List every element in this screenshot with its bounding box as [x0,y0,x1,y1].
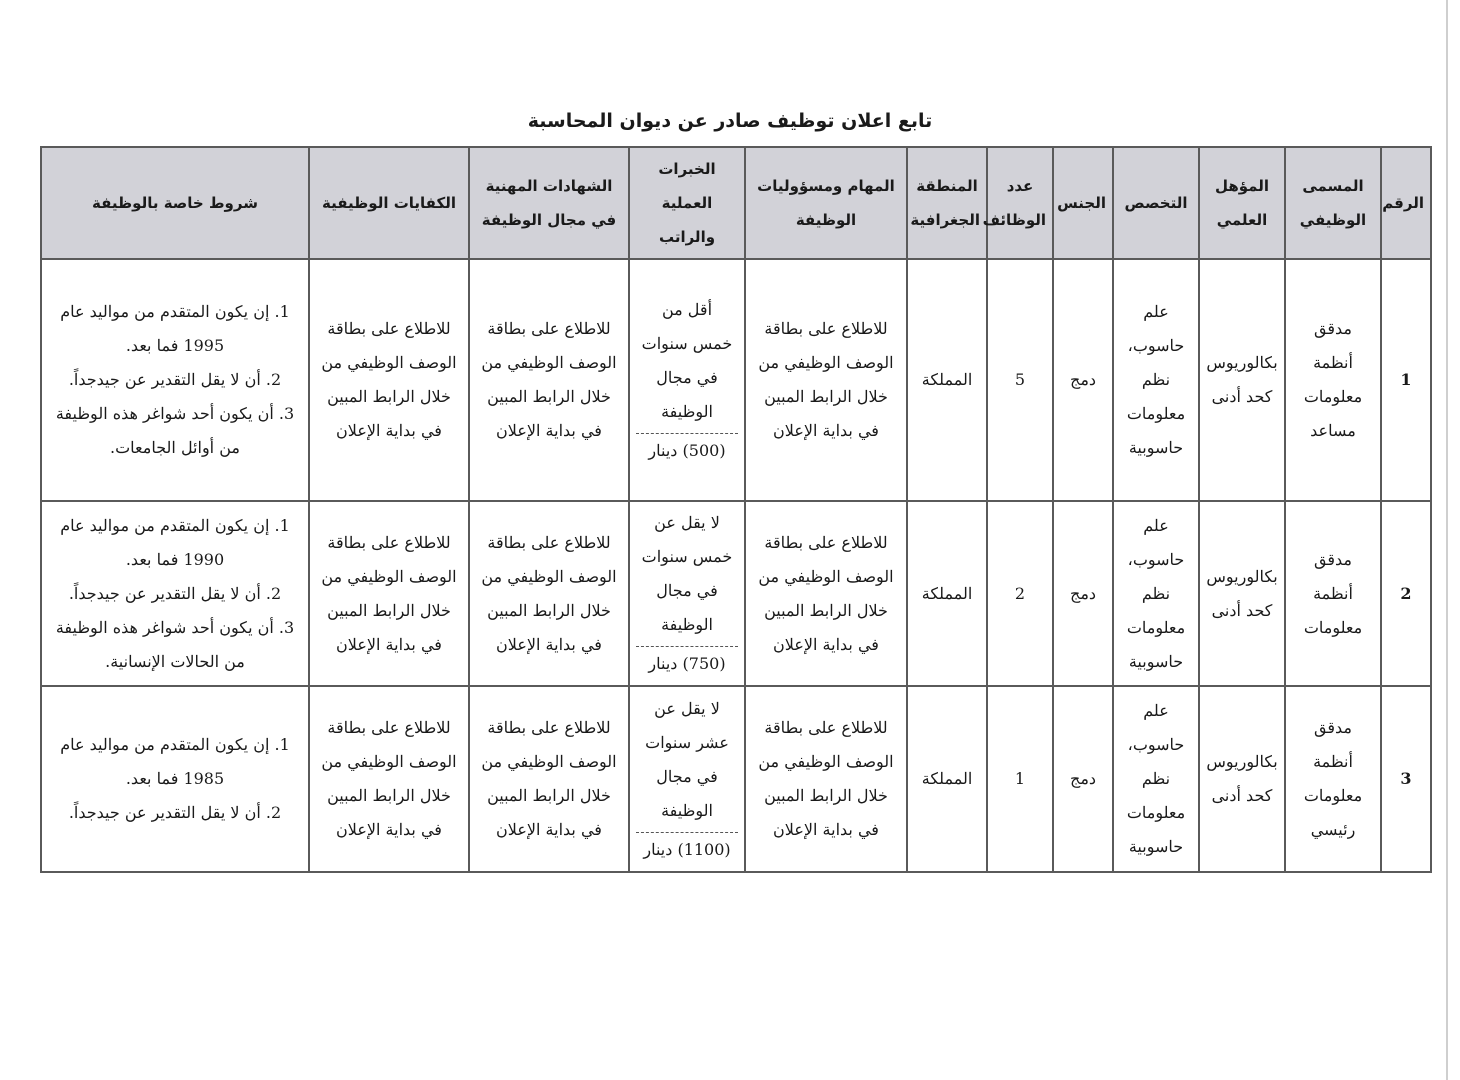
row-gender: دمج [1053,501,1113,686]
row-job-title: مدقق أنظمة معلومات رئيسي [1285,686,1381,872]
header-certificates: الشهادات المهنية في مجال الوظيفة [469,147,629,259]
condition-item: 3. أن يكون أحد شواغر هذه الوظيفة من أوائل الجامعات. [55,404,295,457]
condition-item: 1. إن يكون المتقدم من مواليد عام 1985 فما بعد. [60,735,290,788]
row-qualification: بكالوريوس كحد أدنى [1199,259,1285,501]
row-count: 5 [987,259,1053,501]
row-num: 3 [1381,686,1431,872]
table-header-row [41,147,1431,259]
row-tasks: للاطلاع على بطاقة الوصف الوظيفي من خلال الرابط المبين في بداية الإعلان [745,259,907,501]
header-gender: الجنس [1053,147,1113,259]
row-qualification: بكالوريوس كحد أدنى [1199,501,1285,686]
header-specialization: التخصص [1113,147,1199,259]
row-job-title: مدقق أنظمة معلومات [1285,501,1381,686]
row-tasks: للاطلاع على بطاقة الوصف الوظيفي من خلال الرابط المبين في بداية الإعلان [745,686,907,872]
row-region: المملكة [907,686,987,872]
page-edge [1446,0,1448,1080]
row-count: 1 [987,686,1053,872]
header-competencies: الكفايات الوظيفية [309,147,469,259]
table-row [41,686,1431,872]
row-experience [629,259,745,501]
page-title: تابع اعلان توظيف صادر عن ديوان المحاسبة [527,110,933,132]
salary-text: (750) دينار [636,646,738,681]
row-region: المملكة [907,501,987,686]
row-conditions [41,501,309,686]
header-experience: الخبرات العملية والراتب [629,147,745,259]
row-tasks: للاطلاع على بطاقة الوصف الوظيفي من خلال الرابط المبين في بداية الإعلان [745,501,907,686]
row-job-title: مدقق أنظمة معلومات مساعد [1285,259,1381,501]
salary-text: (500) دينار [636,433,738,468]
row-region: المملكة [907,259,987,501]
row-qualification: بكالوريوس كحد أدنى [1199,686,1285,872]
row-experience [629,686,745,872]
row-competencies: للاطلاع على بطاقة الوصف الوظيفي من خلال الرابط المبين في بداية الإعلان [309,259,469,501]
experience-text: لا يقل عن عشر سنوات في مجال الوظيفة [645,698,729,820]
row-gender: دمج [1053,259,1113,501]
condition-item: 1. إن يكون المتقدم من مواليد عام 1990 فما بعد. [60,515,290,569]
header-conditions: شروط خاصة بالوظيفة [41,147,309,259]
row-count: 2 [987,501,1053,686]
table-row [41,501,1431,686]
row-num: 1 [1381,259,1431,501]
row-conditions [41,259,309,501]
experience-text: أقل من خمس سنوات في مجال الوظيفة [641,299,733,421]
header-count: عدد الوظائف [987,147,1053,259]
row-certificates: للاطلاع على بطاقة الوصف الوظيفي من خلال الرابط المبين في بداية الإعلان [469,686,629,872]
header-num: الرقم [1381,147,1431,259]
row-specialization: علم حاسوب، نظم معلومات حاسوبية [1113,686,1199,872]
condition-item: 2. أن لا يقل التقدير عن جيدجداً. [68,583,282,603]
row-gender: دمج [1053,686,1113,872]
row-certificates: للاطلاع على بطاقة الوصف الوظيفي من خلال الرابط المبين في بداية الإعلان [469,259,629,501]
row-conditions [41,686,309,872]
row-competencies: للاطلاع على بطاقة الوصف الوظيفي من خلال الرابط المبين في بداية الإعلان [309,501,469,686]
row-specialization: علم حاسوب، نظم معلومات حاسوبية [1113,501,1199,686]
salary-text: (1100) دينار [636,832,738,867]
condition-item: 3. أن يكون أحد شواغر هذه الوظيفة من الحالات الإنسانية. [55,617,295,671]
row-experience [629,501,745,686]
table-row [41,259,1431,501]
row-specialization: علم حاسوب، نظم معلومات حاسوبية [1113,259,1199,501]
row-competencies: للاطلاع على بطاقة الوصف الوظيفي من خلال الرابط المبين في بداية الإعلان [309,686,469,872]
header-job-title: المسمى الوظيفي [1285,147,1381,259]
header-qualification: المؤهل العلمي [1199,147,1285,259]
header-region: المنطقة الجغرافية [907,147,987,259]
experience-text: لا يقل عن خمس سنوات في مجال الوظيفة [641,513,733,634]
jobs-table [40,146,1432,873]
condition-item: 2. أن لا يقل التقدير عن جيدجداً. [68,370,282,389]
row-certificates: للاطلاع على بطاقة الوصف الوظيفي من خلال الرابط المبين في بداية الإعلان [469,501,629,686]
condition-item: 2. أن لا يقل التقدير عن جيدجداً. [68,803,282,822]
header-tasks: المهام ومسؤوليات الوظيفة [745,147,907,259]
row-num: 2 [1381,501,1431,686]
condition-item: 1. إن يكون المتقدم من مواليد عام 1995 فما بعد. [60,302,290,355]
